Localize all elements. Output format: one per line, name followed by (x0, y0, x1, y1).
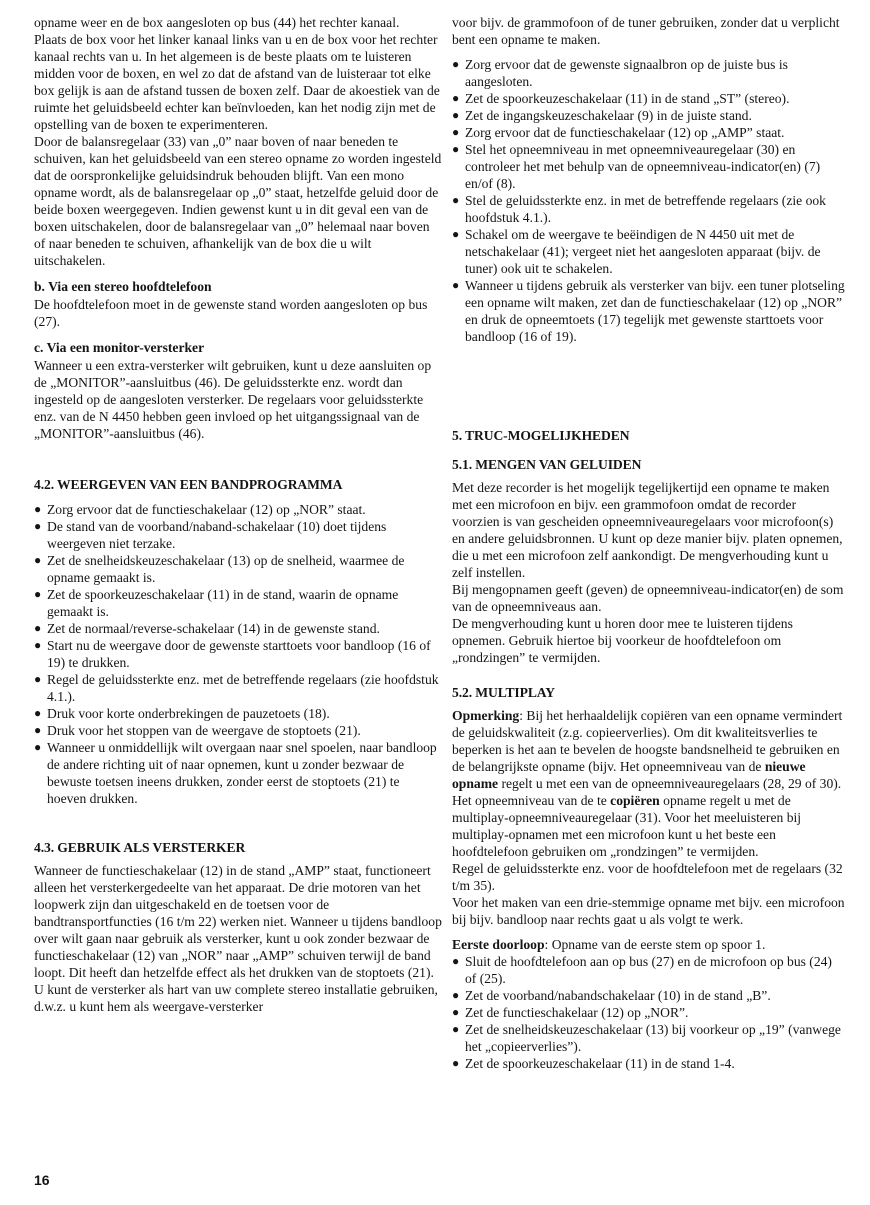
bullet-list (452, 953, 846, 1072)
paragraph: U kunt de versterker als hart van uw complete stereo installatie gebruiken, d.w.z. u kunt hem als weergave-versterker (34, 982, 438, 1014)
list-item: ● Zet de snelheidskeuzeschakelaar (13) op de snelheid, waarmee de opname gemaakt is. (34, 553, 405, 585)
bullet-icon: ● (452, 227, 460, 241)
bullet-icon: ● (452, 108, 460, 122)
paragraph: Wanneer u een extra-versterker wilt gebruiken, kunt u deze aansluiten op de „MONITOR”-aansluitbus (46). De geluidssterkte enz. wordt dan ingesteld op de aangesloten versterker. De regelaars voor geluidssterkte enz. van de N 4450 hebben geen invloed op het uitgangssignaal van de „MONITOR”-aansluitbus (46). (34, 358, 432, 441)
bullet-icon: ● (34, 638, 42, 652)
paragraph: Met deze recorder is het mogelijk tegelijkertijd een opname te maken met een microfoon en bijv. een grammofoon omdat de recorder voorzien is van gescheiden opneemniveauregelaars voor microfoon(s) en andere geluidsbronnen. U kunt op deze manier bijv. platen opnemen, die u met een microfoon zelf aankondigt. De mengverhouding kunt u zelf instellen. (452, 480, 843, 580)
bullet-icon: ● (452, 125, 460, 139)
right-column (452, 14, 846, 1072)
list-item: ● Zet de normaal/reverse-schakelaar (14) in de gewenste stand. (34, 621, 380, 636)
paragraph: Opmerking: Bij het herhaaldelijk copiëren van een opname vermindert de geluidskwaliteit (z.g. copieerverlies). Om dit kwaliteitsverlies te beperken is het aan te bevelen de hoogste bandsnelheid te gebruiken en de belangrijkste opname (bijv. Het opneemniveau van de nieuwe opname regelt u met een van de opneemniveauregelaars (28, 29 of 30). Het opneemniveau van de te copiëren opname regelt u met de multiplay-opneemniveauregelaar (31). Voor het meeluisteren bij multiplay-opnamen met een microfoon kunt u het beste een hoofdtelefoon gebruiken om „rondzingen” te vermijden. (452, 708, 843, 859)
bullet-icon: ● (452, 1005, 460, 1019)
bullet-icon: ● (452, 57, 460, 71)
bullet-icon: ● (452, 988, 460, 1002)
list-item: ● Wanneer u tijdens gebruik als versterker van bijv. een tuner plotseling een opname wilt maken, zet dan de functieschakelaar (12) op „NOR” en druk de opneemtoets (17) tegelijk met gewenste starttoets voor bandloop (16 of 19). (452, 278, 845, 344)
paragraph: voor bijv. de grammofoon of de tuner gebruiken, zonder dat u verplicht bent een opname te maken. (452, 15, 840, 47)
paragraph: Bij mengopnamen geeft (geven) de opneemniveau-indicator(en) de som van de opneemniveaus aan. (452, 582, 844, 614)
first-pass-label: Eerste doorloop (452, 937, 545, 952)
list-item: ● Zet de snelheidskeuzeschakelaar (13) bij voorkeur op „19” (vanwege het „copieerverlies”). (452, 1022, 841, 1054)
bullet-icon: ● (34, 587, 42, 601)
bullet-icon: ● (34, 706, 42, 720)
emphasis: nieuwe opname (452, 759, 806, 791)
list-item: ● Zorg ervoor dat de functieschakelaar (12) op „NOR” staat. (34, 502, 366, 517)
list-item: ● Zet de ingangskeuzeschakelaar (9) in de juiste stand. (452, 108, 752, 123)
list-item: ● Zet de functieschakelaar (12) op „NOR”. (452, 1005, 689, 1020)
list-item: ● Regel de geluidssterkte enz. met de betreffende regelaars (zie hoofdstuk 4.1.). (34, 672, 439, 704)
list-item: ● Zet de voorband/nabandschakelaar (10) in de stand „B”. (452, 988, 771, 1003)
list-item: ● Druk voor het stoppen van de weergave de stoptoets (21). (34, 723, 361, 738)
bullet-icon: ● (34, 621, 42, 635)
page-number: 16 (34, 1172, 50, 1188)
bullet-icon: ● (34, 553, 42, 567)
list-item: ● Zet de spoorkeuzeschakelaar (11) in de stand, waarin de opname gemaakt is. (34, 587, 399, 619)
bullet-icon: ● (452, 278, 460, 292)
paragraph: De mengverhouding kunt u horen door mee te luisteren tijdens opnemen. Gebruik hiertoe bij voorkeur de hoofdtelefoon om „rondzingen” te vermijden. (452, 616, 793, 665)
list-item: ● Sluit de hoofdtelefoon aan op bus (27) en de microfoon op bus (24) of (25). (452, 954, 832, 986)
subheading-b: b. Via een stereo hoofdtelefoon (34, 279, 212, 294)
paragraph: Regel de geluidssterkte enz. voor de hoofdtelefoon met de regelaars (32 t/m 35). (452, 861, 843, 893)
list-item: ● De stand van de voorband/naband-schakelaar (10) doet tijdens weergeven niet terzake. (34, 519, 387, 551)
bullet-icon: ● (452, 954, 460, 968)
bullet-icon: ● (452, 91, 460, 105)
section-heading-5: 5. TRUC-MOGELIJKHEDEN (452, 428, 630, 443)
section-heading-4-3: 4.3. GEBRUIK ALS VERSTERKER (34, 840, 246, 855)
note-label: Opmerking (452, 708, 520, 723)
bullet-icon: ● (34, 672, 42, 686)
bullet-icon: ● (452, 1022, 460, 1036)
bullet-icon: ● (34, 723, 42, 737)
paragraph: Door de balansregelaar (33) van „0” naar boven of naar beneden te schuiven, kan het geluidsbeeld van een stereo opname zo worden ingesteld dat de oorspronkelijke geluidsindruk behouden blijft. Van een mono opname wordt, als de balansregelaar op „0” staat, hetzelfde geluid door de beide boxen weergegeven. Indien gewenst kunt u in dit geval een van de boxen uitschakelen, door de balansregelaar van „0” helemaal naar boven of naar beneden te schuiven, afhankelijk van de box die u wilt uitschakelen. (34, 134, 442, 268)
list-item: ● Stel de geluidssterkte enz. in met de betreffende regelaars (zie ook hoofdstuk 4.1.). (452, 193, 826, 225)
list-item: ● Stel het opneemniveau in met opneemniveauregelaar (30) en controleer het met behulp van de opneemniveau-indicator(en) (7) en/of (8). (452, 142, 821, 191)
emphasis: copiëren (610, 793, 660, 808)
bullet-icon: ● (452, 1056, 460, 1070)
left-column (34, 14, 442, 1015)
list-item: ● Zet de spoorkeuzeschakelaar (11) in de stand 1-4. (452, 1056, 735, 1071)
list-item: ● Wanneer u onmiddellijk wilt overgaan naar snel spoelen, naar bandloop de andere richting uit of naar opnemen, kunt u zonder bezwaar de bewuste toetsen ineens drukken, zonder eerst de stoptoets (21) te hoeven drukken. (34, 740, 437, 806)
list-item: ● Druk voor korte onderbrekingen de pauzetoets (18). (34, 706, 330, 721)
bullet-icon: ● (452, 142, 460, 156)
bullet-icon: ● (34, 740, 42, 754)
paragraph: Wanneer de functieschakelaar (12) in de stand „AMP” staat, functioneert alleen het versterkergedeelte van het apparaat. De drie motoren van het loopwerk zijn dan uitgeschakeld en de toetsen voor de bandtransportfuncties (16 t/m 22) werken niet. Wanneer u tijdens bandloop over wilt gaan naar gebruik als versterker, kunt u ook zonder bezwaar de functieschakelaar (12) van „NOR” naar „AMP” schuiven terwijl de band loopt. Dit heeft dan hetzelfde effect als het drukken van de stoptoets (21). (34, 863, 442, 980)
list-item: ● Zet de spoorkeuzeschakelaar (11) in de stand „ST” (stereo). (452, 91, 790, 106)
section-heading-5-1: 5.1. MENGEN VAN GELUIDEN (452, 457, 642, 472)
paragraph: De hoofdtelefoon moet in de gewenste stand worden aangesloten op bus (27). (34, 297, 428, 329)
paragraph: opname weer en de box aangesloten op bus (44) het rechter kanaal. (34, 15, 400, 30)
paragraph: Voor het maken van een drie-stemmige opname met bijv. een microfoon bij bijv. bandloop naar rechts gaat u als volgt te werk. (452, 895, 845, 927)
list-item: ● Schakel om de weergave te beëindigen de N 4450 uit met de netschakelaar (41); vergeet niet het aangesloten apparaat (bijv. de tuner) ook uit te schakelen. (452, 227, 821, 276)
paragraph: Plaats de box voor het linker kanaal links van u en de box voor het rechter kanaal rechts van u. In het algemeen is de beste plaats om te luisteren midden voor de boxen, en wel zo dat de afstand van de luisteraar tot elke box gelijk is aan de afstand tussen de boxen zelf. Daar de akoestiek van de ruimte het geluidsbeeld echter kan beïnvloeden, kan het nodig zijn met de opstelling van de boxen te experimenteren. (34, 32, 440, 132)
bullet-list (452, 56, 846, 345)
bullet-icon: ● (34, 519, 42, 533)
section-heading-5-2: 5.2. MULTIPLAY (452, 685, 555, 700)
bullet-icon: ● (452, 193, 460, 207)
bullet-icon: ● (34, 502, 42, 516)
paragraph: Eerste doorloop: Opname van de eerste stem op spoor 1. (452, 937, 766, 952)
list-item: ● Zorg ervoor dat de functieschakelaar (12) op „AMP” staat. (452, 125, 785, 140)
subheading-c: c. Via een monitor-versterker (34, 340, 205, 355)
list-item: ● Start nu de weergave door de gewenste starttoets voor bandloop (16 of 19) te drukken. (34, 638, 431, 670)
bullet-list (34, 501, 442, 807)
list-item: ● Zorg ervoor dat de gewenste signaalbron op de juiste bus is aangesloten. (452, 57, 788, 89)
section-heading-4-2: 4.2. WEERGEVEN VAN EEN BANDPROGRAMMA (34, 477, 343, 492)
